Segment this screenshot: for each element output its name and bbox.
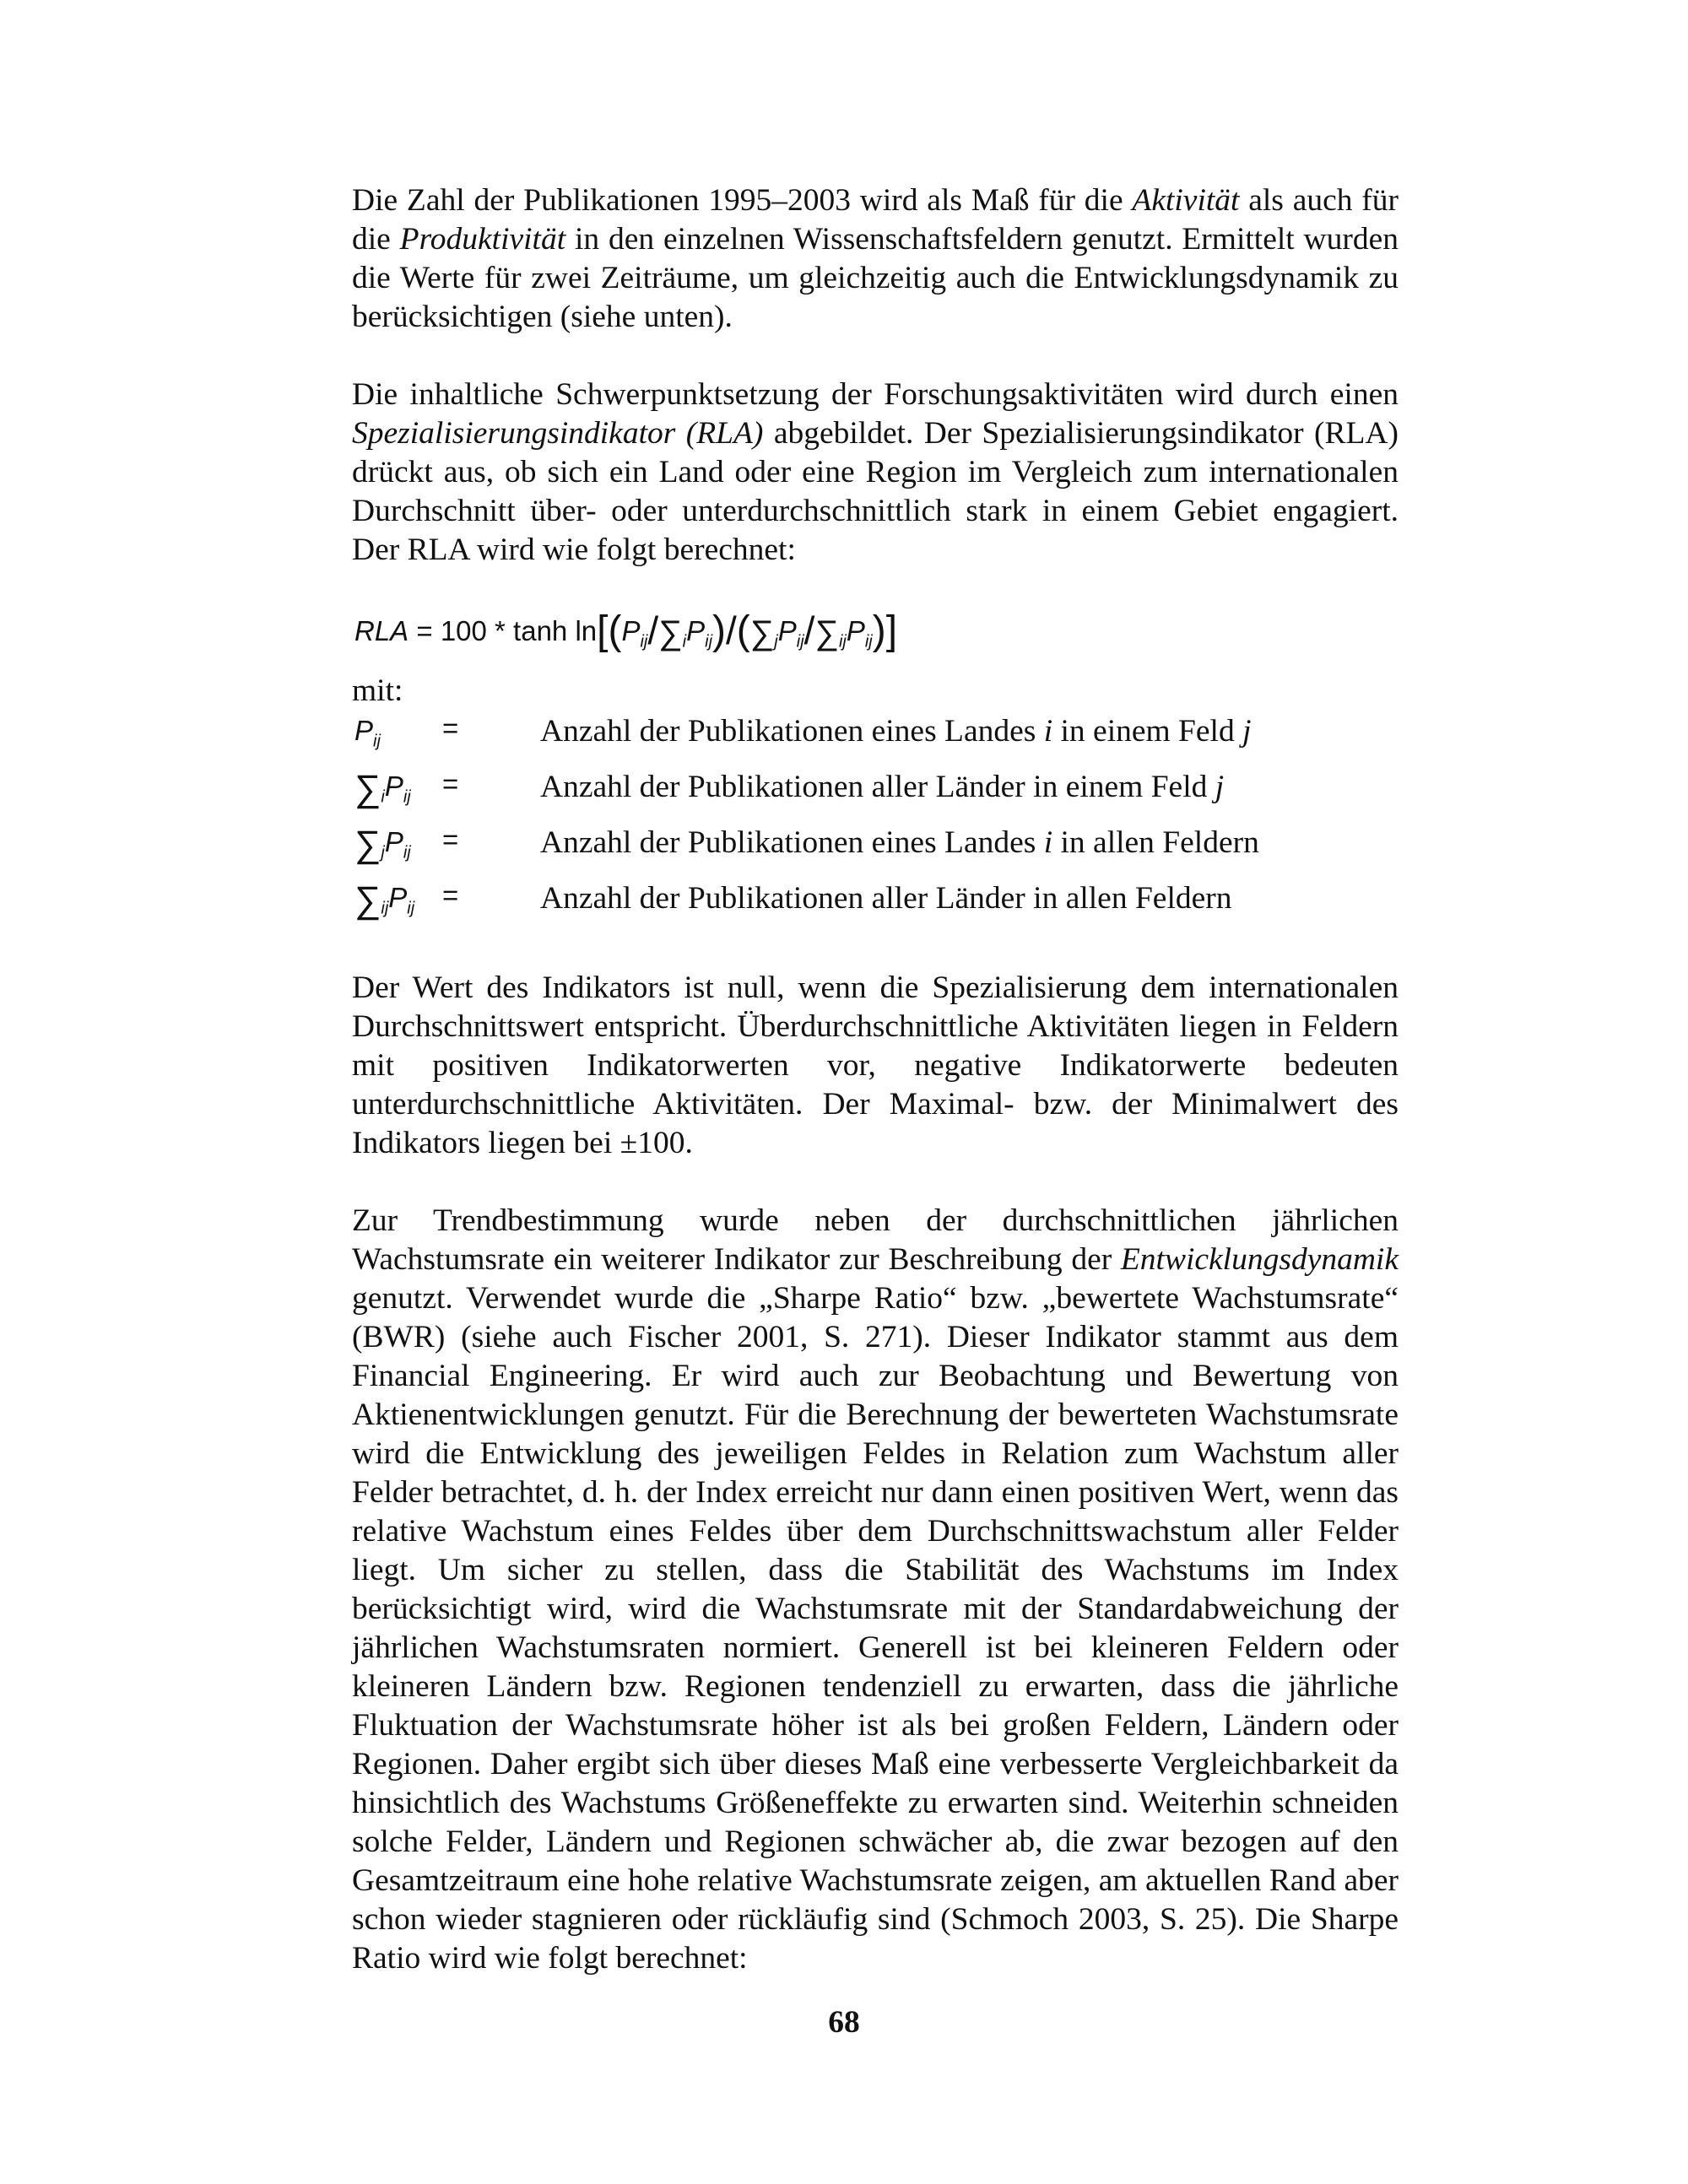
legend-description (540, 824, 1259, 862)
formula-paren: ) (872, 608, 886, 653)
text-run: genutzt. Verwendet wurde die „Sharpe Ratio“ bzw. „bewertete Wachstumsrate“ (BWR) (siehe auch Fischer 2001, S. 271). Dieser Indikator stammt aus dem Financial Engineering. Er wird auch zur Beobachtung und Bewertung von Aktienentwicklungen genutzt. Für die Berechnung der bewerteten Wachstumsrate wird die Entwicklung des jeweiligen Feldes in Relation zum Wachstum aller Felder betrachtet, d. h. der Index erreicht nur dann einen positiven Wert, wenn das relative Wachstum eines Feldes über dem Durchschnittswachstum aller Felder liegt. Um sicher zu stellen, dass die Stabilität des Wachstums im Index berücksichtigt wird, wird die Wachstumsrate mit der Standardabweichung der jährlichen Wachstumsraten normiert. Generell ist bei kleineren Feldern oder kleineren Ländern bzw. Regionen tendenziell zu erwarten, dass die jährliche Fluktuation der Wachstumsrate höher ist als bei großen Feldern, Ländern oder Regionen. Daher ergibt sich über dieses Maß eine verbesserte Vergleichbarkeit da hinsichtlich des Wachstums Größeneffekte zu erwarten sind. Weiterhin schneiden solche Felder, Ländern und Regionen schwächer ab, die zwar bezogen auf den Gesamtzeitraum eine hohe relative Wachstumsrate zeigen, am aktuellen Rand aber schon wieder stagnieren oder rückläufig sind (Schmoch 2003, S. 25). Die Sharpe Ratio wird wie folgt berechnet: (352, 1281, 1399, 1976)
p-sub: ij (403, 787, 411, 807)
text-run: Die inhaltliche Schwerpunktsetzung der Forschungsaktivitäten wird durch einen (352, 377, 1399, 412)
legend-description (540, 879, 1232, 918)
text-run: Anzahl der Publikationen aller Länder in allen Feldern (540, 881, 1232, 916)
formula-bracket: ] (885, 608, 898, 653)
italic-term: Aktivität (1132, 183, 1240, 218)
text-run: Die Zahl der Publikationen 1995–2003 wird als Maß für die (352, 183, 1133, 218)
formula-slash: / (726, 608, 737, 652)
legend-description (540, 712, 1252, 751)
text-run: Anzahl der Publikationen eines Landes (540, 714, 1044, 749)
formula-factor: 100 * tanh ln (440, 615, 598, 646)
legend-equals: = (442, 768, 459, 799)
formula-sub: ij (864, 632, 873, 651)
formula-p: P (846, 615, 865, 646)
variable: j (1242, 714, 1252, 749)
formula-p: P (777, 615, 797, 646)
p-sub: ij (373, 732, 381, 751)
p-symbol: P (384, 770, 403, 802)
rla-formula (354, 608, 897, 667)
text-run: in den einzelnen Wissenschaftsfeldern genutzt. Ermittelt wurden die Werte für zwei Zeiträume, um gleichzeitig auch die Entwicklungsdynamik zu berücksichtigen (siehe unten). (352, 222, 1399, 334)
formula-sum: ∑ (658, 614, 683, 651)
p-symbol: P (354, 715, 374, 746)
text-run: Zur Trendbestimmung wurde neben der durchschnittlichen jährlichen Wachstumsrate ein weiterer Indikator zur Beschreibung der (352, 1203, 1399, 1277)
p-symbol: P (388, 882, 408, 913)
legend-symbol (354, 712, 381, 754)
italic-term: Entwicklungsdynamik (1120, 1242, 1399, 1277)
formula-sub: j (774, 632, 778, 651)
sum-sign: ∑ (354, 768, 381, 809)
page-number: 68 (828, 2005, 860, 2040)
text-run: als auch für die (352, 183, 1399, 257)
formula-sub: i (682, 632, 687, 651)
variable: j (1215, 770, 1225, 804)
text-run: abgebildet. Der Spezialisierungsindikator (RLA) drückt aus, ob sich ein Land oder eine Region im Vergleich zum internationalen Durchschnitt über- oder unterdurchschnittlich stark in einem Gebiet engagiert. Der RLA wird wie folgt berechnet: (352, 416, 1399, 567)
formula-sub: ij (838, 632, 847, 651)
mit-label: mit: (352, 673, 403, 708)
formula-paren: ) (712, 608, 727, 653)
legend-symbol (354, 824, 411, 866)
formula-sum: ∑ (814, 614, 839, 651)
formula-p: P (686, 615, 706, 646)
legend-equals: = (442, 879, 459, 911)
paragraph-rla-intro (352, 376, 1399, 570)
formula-slash: / (803, 608, 815, 652)
legend-description (540, 768, 1224, 807)
text-run: Anzahl der Publikationen eines Landes (540, 825, 1044, 860)
legend-symbol (354, 879, 414, 922)
formula-sub: ij (640, 632, 648, 651)
legend-symbol (354, 768, 411, 810)
variable: i (1043, 825, 1053, 860)
legend-equals: = (442, 824, 459, 855)
formula-bracket: [ (597, 608, 609, 653)
formula-p: P (621, 615, 641, 646)
page-body (352, 181, 1399, 570)
formula-sum: ∑ (749, 614, 775, 651)
text-run: in allen Feldern (1052, 825, 1259, 860)
page-body-lower (352, 969, 1399, 1978)
formula-lhs: RLA (354, 615, 409, 646)
p-symbol: P (384, 826, 403, 857)
italic-term: Spezialisierungsindikator (RLA) (352, 416, 764, 451)
sum-sub: i (381, 787, 385, 807)
italic-term: Produktivität (399, 222, 566, 257)
paragraph-publications (352, 181, 1399, 337)
legend-equals: = (442, 712, 459, 743)
sum-sub: ij (381, 899, 389, 918)
sum-sub: j (381, 843, 385, 862)
formula-equals: = (408, 615, 441, 646)
variable: i (1043, 714, 1053, 749)
formula-sub: ij (796, 632, 804, 651)
formula-slash: / (647, 608, 659, 652)
paragraph-indicator-value: Der Wert des Indikators ist null, wenn die Spezialisierung dem internationalen Durchschnittswert entspricht. Überdurchschnittliche Aktivitäten liegen in Feldern mit positiven Indikatorwerten vor, negative Indikatorwerte bedeuten unterdurchschnittliche Aktivitäten. Der Maximal- bzw. der Minimalwert des Indikators liegen bei ±100. (352, 970, 1399, 1160)
text-run: in einem Feld (1052, 714, 1243, 749)
p-sub: ij (407, 899, 415, 918)
formula-paren: ( (608, 608, 622, 653)
p-sub: ij (403, 843, 411, 862)
formula-sub: ij (705, 632, 713, 651)
formula-paren: ( (736, 608, 750, 653)
sum-sign: ∑ (354, 824, 381, 865)
sum-sign: ∑ (354, 879, 381, 921)
paragraph-sharpe-ratio (352, 1202, 1399, 1978)
text-run: Anzahl der Publikationen aller Länder in einem Feld (540, 770, 1215, 804)
